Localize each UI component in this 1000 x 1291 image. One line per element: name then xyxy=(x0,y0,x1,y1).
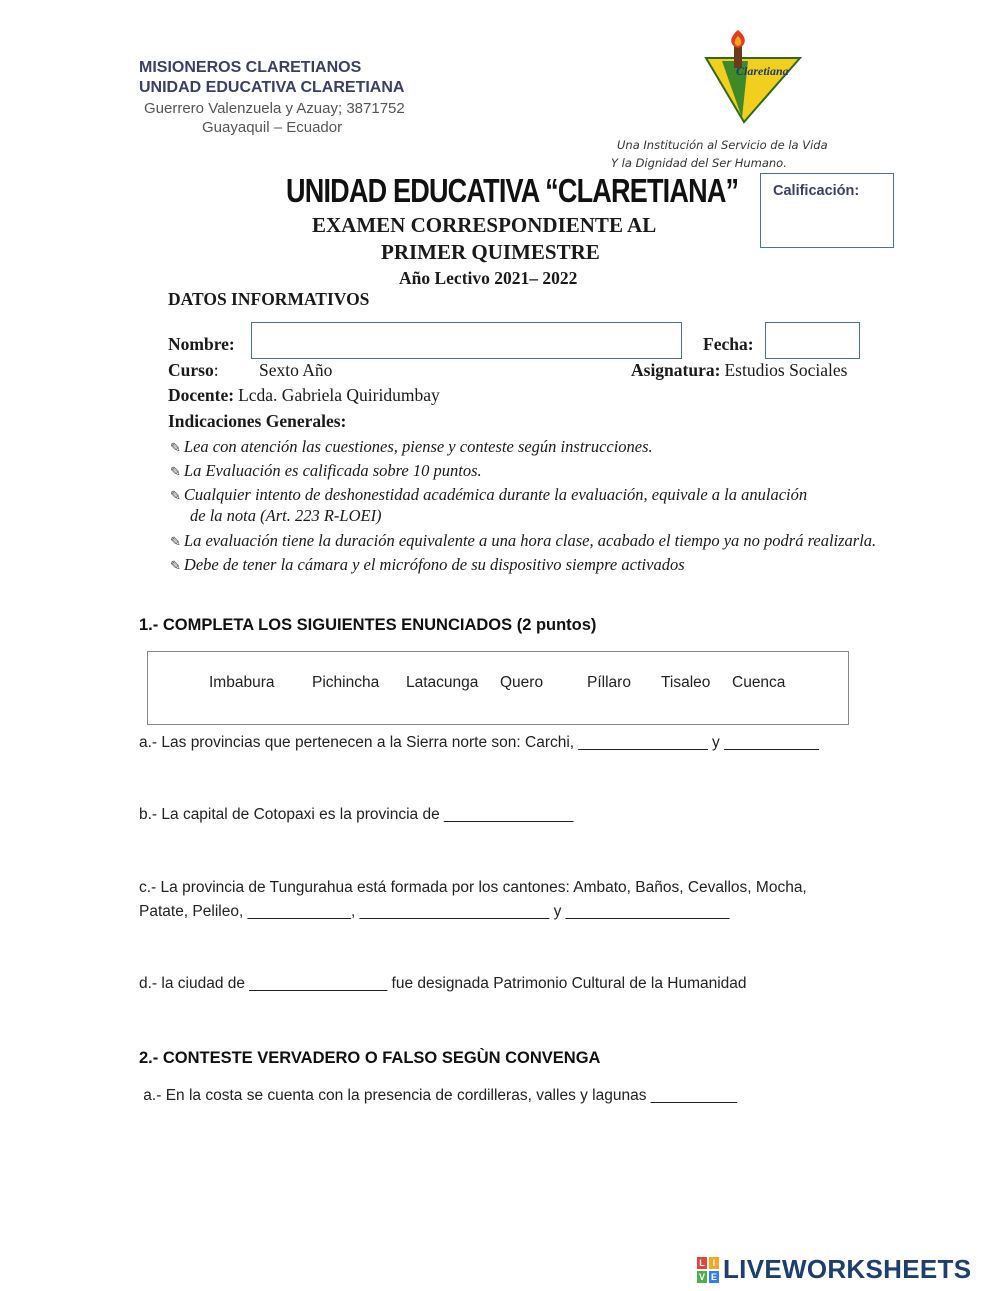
teacher-label: Docente: xyxy=(168,385,235,405)
section-1-heading: 1.- COMPLETA LOS SIGUIENTES ENUNCIADOS (2 puntos) xyxy=(139,616,597,634)
org-name-1: MISIONEROS CLARETIANOS xyxy=(139,59,362,76)
liveworksheets-badge xyxy=(697,1257,720,1283)
badge-letter: I xyxy=(709,1257,719,1269)
school-year: Año Lectivo 2021– 2022 xyxy=(399,268,578,288)
question-1c-line-2[interactable]: Patate, Pelileo, ____________, ______________________ y ___________________ xyxy=(139,903,730,920)
tagline-line-1: Una Institución al Servicio de la Vida xyxy=(617,138,828,152)
pencil-icon: ✎ xyxy=(170,558,181,573)
org-city: Guayaquil – Ecuador xyxy=(202,119,343,136)
word-bank-item[interactable]: Latacunga xyxy=(406,674,479,691)
instruction-item-continued: de la nota (Art. 223 R-LOEI) xyxy=(190,506,382,525)
instructions-title: Indicaciones Generales: xyxy=(168,411,347,431)
word-bank-item[interactable]: Imbabura xyxy=(209,674,275,691)
school-logo xyxy=(700,28,810,126)
course-label: Curso xyxy=(168,360,214,380)
exam-title-line-1: EXAMEN CORRESPONDIENTE AL xyxy=(312,213,657,237)
page-title: UNIDAD EDUCATIVA “CLARETIANA” xyxy=(286,172,739,209)
word-bank-item[interactable]: Pichincha xyxy=(312,674,380,691)
word-bank xyxy=(147,651,849,725)
info-section-title: DATOS INFORMATIVOS xyxy=(168,289,370,309)
pencil-icon: ✎ xyxy=(170,488,181,503)
name-label: Nombre: xyxy=(168,334,235,354)
badge-letter: V xyxy=(698,1272,705,1282)
question-1d[interactable]: d.- la ciudad de ________________ fue designada Patrimonio Cultural de la Humanidad xyxy=(139,975,747,992)
course-colon: : xyxy=(213,360,219,380)
word-bank-item[interactable]: Tisaleo xyxy=(661,674,711,691)
instruction-item: ✎ La evaluación tiene la duración equivalente a una hora clase, acabado el tiempo ya no podrá realizarla. xyxy=(170,531,877,550)
subject-value: Estudios Sociales xyxy=(724,360,848,380)
exam-title-line-2: PRIMER QUIMESTRE xyxy=(381,240,600,264)
word-bank-item[interactable]: Quero xyxy=(500,674,544,691)
teacher-row xyxy=(168,385,440,406)
section-2-heading: 2.- CONTESTE VERVADERO O FALSO SEGÙN CONVENGA xyxy=(139,1049,601,1067)
question-1c-line-1[interactable]: c.- La provincia de Tungurahua está formada por los cantones: Ambato, Baños, Cevallos, Mocha, xyxy=(139,879,807,896)
logo-text: Claretiana xyxy=(736,64,789,78)
question-1a[interactable]: a.- Las provincias que pertenecen a la Sierra norte son: Carchi, _______________ y ___________ xyxy=(139,734,819,751)
course-value: Sexto Año xyxy=(259,360,333,380)
instruction-item: ✎ La Evaluación es calificada sobre 10 puntos. xyxy=(170,461,482,480)
pencil-icon: ✎ xyxy=(170,440,181,455)
date-input[interactable] xyxy=(765,322,860,359)
instruction-item: ✎ Cualquier intento de deshonestidad académica durante la evaluación, equivale a la anulación xyxy=(170,485,808,504)
course-row xyxy=(168,360,219,381)
word-bank-item[interactable]: Píllaro xyxy=(587,674,631,691)
question-2a[interactable]: a.- En la costa se cuenta con la presencia de cordilleras, valles y lagunas __________ xyxy=(139,1087,737,1104)
badge-letter: E xyxy=(710,1272,717,1282)
pencil-icon: ✎ xyxy=(170,534,181,549)
word-bank-item[interactable]: Cuenca xyxy=(732,674,786,691)
subject-label: Asignatura: xyxy=(631,360,721,380)
grade-label: Calificación: xyxy=(773,183,860,199)
liveworksheets-logo-text[interactable]: LIVEWORKSHEETS xyxy=(723,1254,972,1284)
subject-row xyxy=(631,360,847,381)
org-name-2: UNIDAD EDUCATIVA CLARETIANA xyxy=(139,79,405,96)
badge-letter: L xyxy=(697,1257,707,1269)
name-input[interactable] xyxy=(251,322,682,359)
teacher-value: Lcda. Gabriela Quiridumbay xyxy=(238,385,440,405)
org-address: Guerrero Valenzuela y Azuay; 3871752 xyxy=(144,100,405,117)
instruction-item: ✎ Debe de tener la cámara y el micrófono de su dispositivo siempre activados xyxy=(170,555,685,574)
question-1b[interactable]: b.- La capital de Cotopaxi es la provincia de _______________ xyxy=(139,806,574,823)
tagline-line-2: Y la Dignidad del Ser Humano. xyxy=(611,156,787,170)
instruction-item: ✎ Lea con atención las cuestiones, piense y conteste según instrucciones. xyxy=(170,437,653,456)
grade-box[interactable] xyxy=(760,173,894,248)
pencil-icon: ✎ xyxy=(170,464,181,479)
date-label: Fecha: xyxy=(703,334,754,354)
